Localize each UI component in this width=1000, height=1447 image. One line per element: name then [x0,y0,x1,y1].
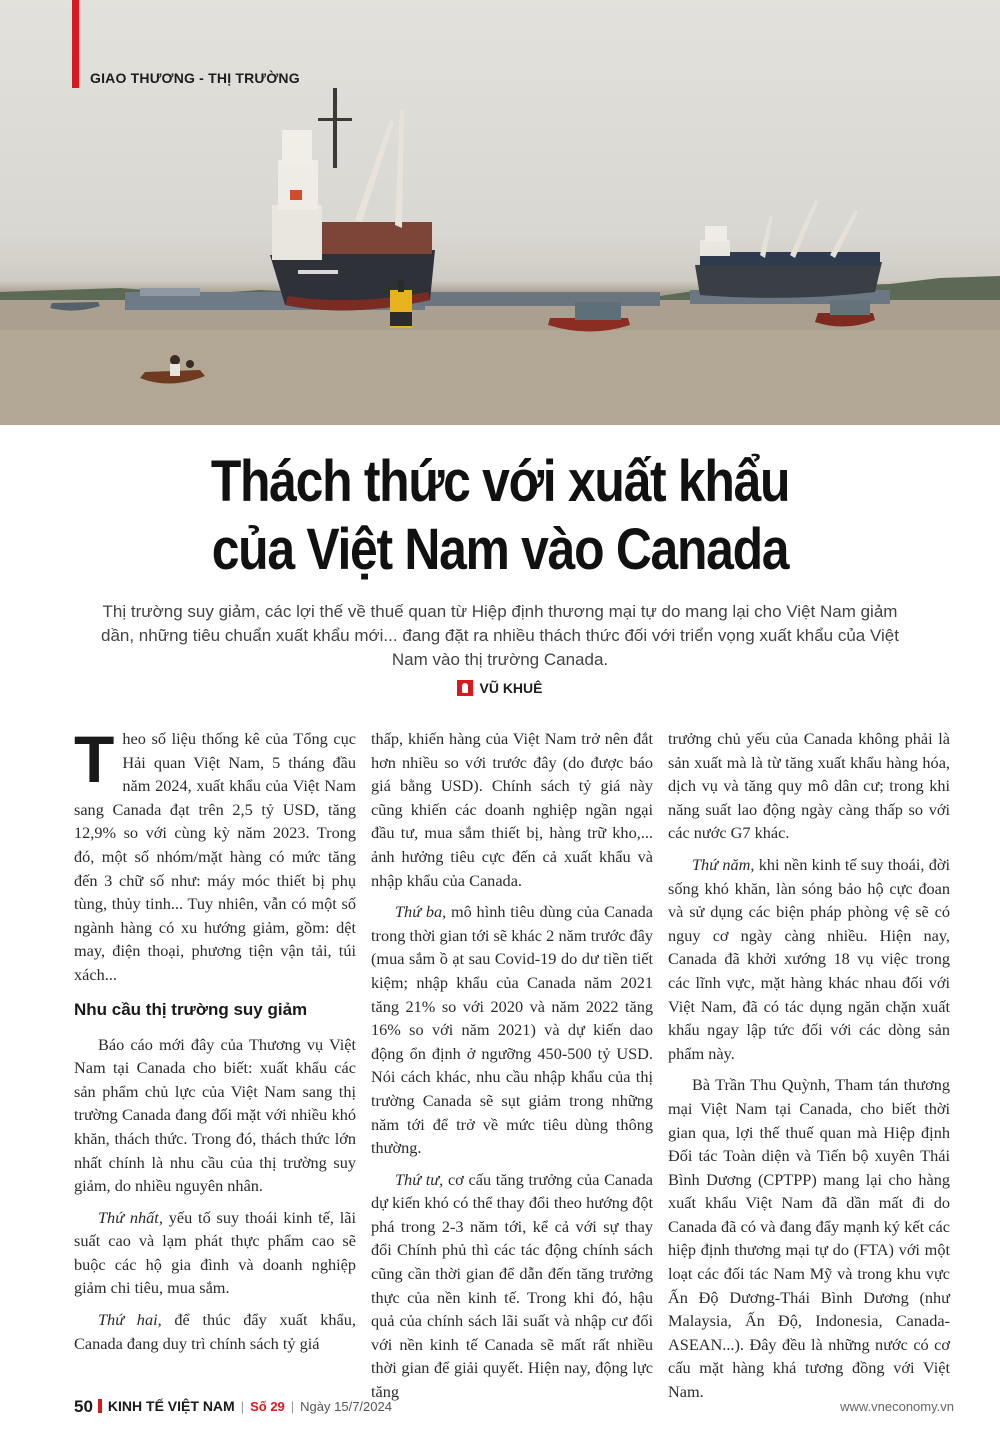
dropcap: T [74,722,115,796]
paragraph-text: yếu tố suy thoái kinh tế, lãi suất cao và lạm phát thực phẩm cao sẽ buộc các hộ gia đình và doanh nghiệp giảm chi tiêu, mua sắm. [74,1207,356,1298]
magazine-name: KINH TẾ VIỆT NAM [107,1398,235,1414]
page-footer [74,1397,954,1419]
river-port-illustration [0,0,1000,425]
paragraph-text: để thúc đẩy xuất khẩu, Canada đang duy trì chính sách tỷ giá [74,1310,356,1353]
author-name: VŨ KHUÊ [479,680,543,696]
paragraph [371,1168,653,1404]
separator: | [240,1399,245,1414]
paragraph [74,1308,356,1355]
article-sapo: Thị trường suy giảm, các lợi thế về thuế quan từ Hiệp định thương mại tự do mang lại cho Việt Nam giảm dần, những tiêu chuẩn xuất khẩu mới... đang đặt ra nhiều thách thức đối với triển vọng xuất khẩu của Việt Nam vào thị trường Canada. [101,602,899,669]
article-column-1 [74,722,356,1363]
website-link[interactable]: www.vneconomy.vn [840,1399,954,1414]
paragraph-text: cơ cấu tăng trưởng của Canada dự kiến khó có thể thay đổi theo hướng đột phá trong 2-3 năm tới, kể cả với sự thay đổi Chính phủ thì các tác động chính sách cũng cần thời gian để dẫn đến tăng trưởng thực của nền kinh tế. Trong khi đó, hậu quả của chính sách lãi suất và nhập cư đối với nền kinh tế Canada sẽ mất rất nhiều thời gian để giải quyết. Hiện nay, động lực tăng [371,1169,653,1402]
paragraph-continued: thấp, khiến hàng của Việt Nam trở nên đắt hơn nhiều so với trước đây (do được báo giá bằng USD). Chính sách tỷ giá này cũng khiến các doanh nghiệp ngần ngại đầu tư, mua sắm thiết bị, hàng trữ kho,... ảnh hưởng tiêu cực đến cả xuất khẩu và nhập khẩu của Canada. [371,729,653,890]
emphasis: Thứ nhất, [98,1207,163,1227]
paragraph-text: mô hình tiêu dùng của Canada trong thời gian tới sẽ khác 2 năm trước đây (mua sắm ồ ạt sau Covid-19 do dư tiền tiết kiệm; nhập khẩu của Canada năm 2021 tăng 21% so với 2020 và năm 2022 tăng 16% so với năm 2021) và dự kiến dao động ổn định ở ngưỡng 450-500 tỷ USD. Nói cách khác, nhu cầu nhập khẩu của thị trường Canada sẽ sụt giảm trong những năm tới để trở về mức tiêu dùng thông thường. [371,902,653,1158]
article-headline [70,448,930,584]
paragraph [371,900,653,1160]
emphasis: Thứ ba, [395,902,447,922]
cargo-ship-right [695,200,882,298]
paragraph: Báo cáo mới đây của Thương vụ Việt Nam tại Canada cho biết: xuất khẩu các sản phẩm chủ lực của Việt Nam sang thị trường Canada đang đối mặt với nhiều khó khăn, thách thức. Trong đó, thách thức lớn nhất chính là nhu cầu của thị trường suy giảm, do nhiều nguyên nhân. [74,1034,356,1196]
emphasis: Thứ năm, [692,854,755,874]
issue-date: Ngày 15/7/2024 [300,1399,392,1414]
hero-photo [0,0,1000,425]
headline-line-2: của Việt Nam vào Canada [211,517,789,582]
paragraph [74,1206,356,1300]
section-accent-bar [72,0,79,88]
issue-number: Số 29 [250,1399,285,1414]
paragraph-text: khi nền kinh tế suy thoái, đời sống khó khăn, làn sóng bảo hộ cực đoan và sử dụng các biện pháp phòng vệ sẽ có nguy cơ ngày càng nhiều. Hiện nay, Canada đã khởi xướng 18 vụ việc trong các lĩnh vực, mặt hàng khác nhau đối với Việt Nam, đã có tác dụng ngăn chặn xuất khẩu ngay lập tức đối với các dòng sản phẩm này. [668,854,951,1063]
emphasis: Thứ hai, [98,1310,162,1330]
separator: | [290,1399,295,1414]
article-column-3 [668,727,950,1412]
paragraph [668,853,950,1065]
footer-accent-mark [98,1399,102,1413]
paragraph: Bà Trần Thu Quỳnh, Tham tán thương mại Việt Nam tại Canada, cho biết thời gian qua, lợi thế thuế quan mà Hiệp định Đối tác Toàn diện và Tiến bộ xuyên Thái Bình Dương (CPTPP) mang lại cho hàng xuất khẩu Việt Nam đã dần mất đi do Canada đã có và đang đẩy mạnh ký kết các hiệp định thương mại tự do (FTA) với một loạt các đối tác Nam Mỹ và trong khu vực Ấn Độ Dương-Thái Bình Dương (như Malaysia, Ấn Độ, Indonesia, Canada-ASEAN...). Đây đều là những nước có cơ cấu mặt hàng khá tương đồng với Việt Nam. [668,1075,950,1402]
paragraph-intro [74,722,356,987]
subheading: Nhu cầu thị trường suy giảm [74,999,308,1019]
paragraph-continued: trưởng chủ yếu của Canada không phải là sản xuất mà là từ tăng xuất khẩu hàng hóa, dịch vụ và tăng quy mô dân cư; trong khi năng suất lao động ngày càng thấp so với các nước G7 khác. [668,729,950,843]
article-column-2 [371,727,653,1412]
pen-icon [457,680,473,696]
author-byline [0,680,1000,696]
page-number: 50 [74,1397,93,1416]
intro-text: heo số liệu thống kê của Tổng cục Hải quan Việt Nam, 5 tháng đầu năm 2024, xuất khẩu của Việt Nam sang Canada đạt trên 2,5 tỷ USD, tăng 12,9% so với cùng kỳ năm 2023. Trong đó, một số nhóm/mặt hàng có mức tăng đến 3 chữ số như: máy móc thiết bị phụ tùng, thủy tinh... Tuy nhiên, vẫn có một số ngành hàng có xu hướng giảm, gồm: dệt may, điện thoại, phương tiện vận tải, túi xách... [74,729,356,984]
section-label: GIAO THƯƠNG - THỊ TRƯỜNG [90,70,300,86]
cargo-ship-left [270,88,435,310]
emphasis: Thứ tư, [395,1169,444,1189]
headline-line-1: Thách thức với xuất khẩu [210,449,790,514]
